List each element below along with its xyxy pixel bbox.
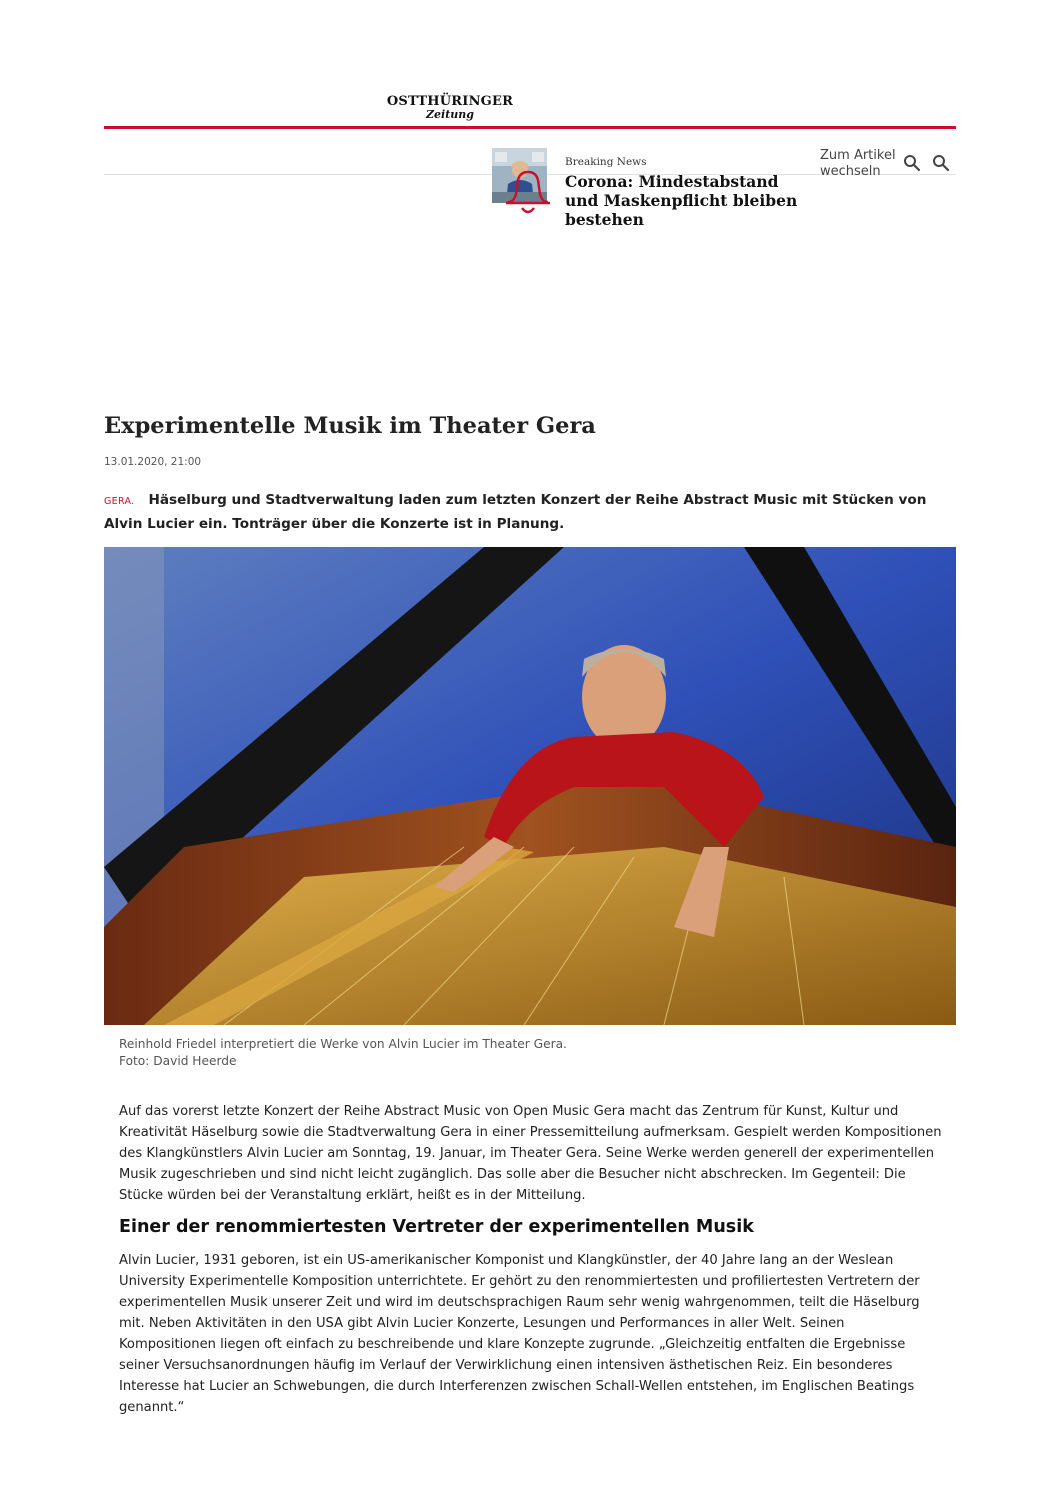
photo-credit: Foto: David Heerde bbox=[119, 1054, 237, 1068]
article-lead-text: Häselburg und Stadtverwaltung laden zum letzten Konzert der Reihe Abstract Music mit Stücken von Alvin Lucier ein. Tonträger über die Konzerte ist in Planung. bbox=[104, 492, 927, 532]
masthead-divider bbox=[104, 126, 956, 129]
article-paragraph: Alvin Lucier, 1931 geboren, ist ein US-amerikanischer Komponist und Klangkünstler, der 40 Jahre lang an der Weslean University Experimentelle Komposition unterrichtete. Er gehört zu den renommiertesten und profiliertesten Vertretern der experimentellen Musik unserer Zeit und wird im deutschsprachigen Raum sehr wenig wahrgenommen, teilt die Häselburg mit. Neben Aktivitäten in den USA gibt Alvin Lucier Konzerte, Lesungen und Performances in aller Welt. Seinen Kompositionen liegen oft einfach zu beschreibende und klare Konzepte zugrunde. „Gleichzeitig entfalten die Ergebnisse seiner Versuchsanordnungen häufig im Verlauf der Verwirklichung einen intensiven ästhetischen Reiz. Ein besonderes Interesse hat Lucier an Schwebungen, die durch Interferenzen zwischen Schall-Wellen entstehen, im Englischen Beatings genannt.“ bbox=[119, 1253, 920, 1415]
photo-caption bbox=[119, 1036, 567, 1070]
article-subheading: Einer der renommiertesten Vertreter der experimentellen Musik bbox=[119, 1217, 754, 1237]
article-paragraph: Auf das vorerst letzte Konzert der Reihe Abstract Music von Open Music Gera macht das Zentrum für Kunst, Kultur und Kreativität Häselburg sowie die Stadtverwaltung Gera in einer Pressemitteilung aufmerksam. Gespielt werden Kompositionen des Klangkünstlers Alvin Lucier am Sonntag, 19. Januar, im Theater Gera. Seine Werke werden generell der experimentellen Musik zugeschrieben und sind nicht leicht zugänglich. Das solle aber die Besucher nicht abschrecken. Im Gegenteil: Die Stücke würden bei der Veranstaltung erklärt, heißt es in der Mitteilung. bbox=[119, 1104, 942, 1203]
breaking-news-headline[interactable]: Corona: Mindestabstand und Maskenpflicht bleiben bestehen bbox=[565, 172, 798, 229]
logo-line-2: Zeitung bbox=[426, 108, 474, 121]
caption-text: Reinhold Friedel interpretiert die Werke von Alvin Lucier im Theater Gera. bbox=[119, 1037, 567, 1051]
bell-icon bbox=[500, 168, 570, 224]
article-headline: Experimentelle Musik im Theater Gera bbox=[104, 413, 596, 439]
article-lead bbox=[104, 489, 956, 536]
article-location: GERA. bbox=[104, 496, 135, 507]
site-logo[interactable] bbox=[380, 95, 520, 120]
switch-article-link[interactable]: Zum Artikel wechseln bbox=[820, 148, 896, 179]
article-photo[interactable] bbox=[104, 547, 956, 1025]
logo-line-1: OSTTHÜRINGER bbox=[386, 94, 514, 109]
breaking-news-kicker: Breaking News bbox=[565, 156, 647, 168]
article-date: 13.01.2020, 21:00 bbox=[104, 456, 202, 468]
search-icon[interactable] bbox=[903, 154, 921, 172]
search-icon[interactable] bbox=[932, 154, 950, 172]
